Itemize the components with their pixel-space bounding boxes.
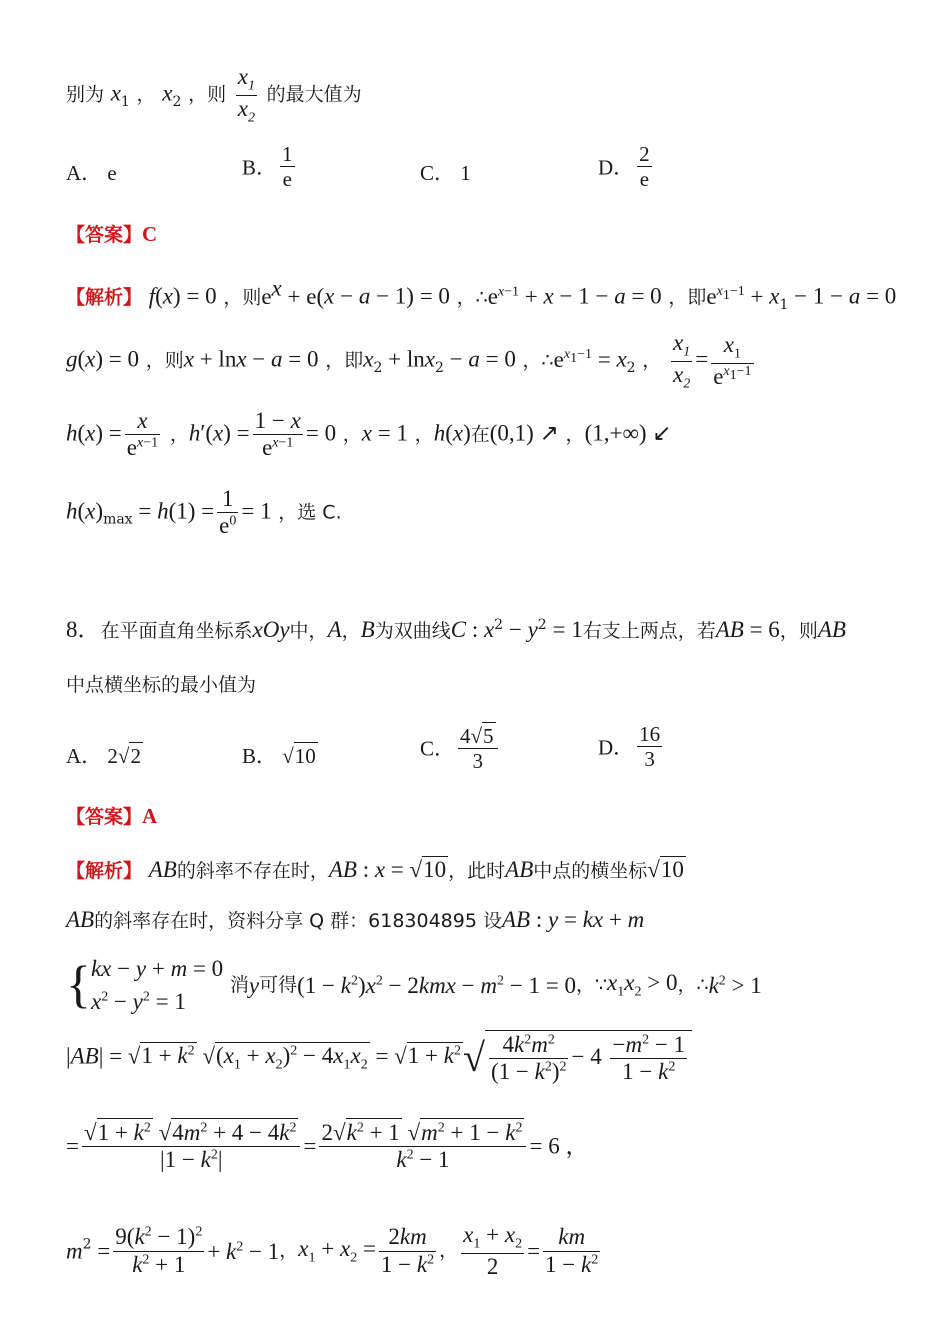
- q8-analysis-m-squared: $m^2$ = $\frac{9(k^2 - 1)^2}{k^2 + 1}$ + $k^2 - 1$，$x_1 + x_2$ = $\frac{2km}{1 - k^2}$ ， $\frac{x_1 + x_2}{2}$ = $\frac{km}{1 - k^2}$: [66, 1222, 599, 1279]
- q7-option-c: C． 1: [420, 161, 471, 185]
- q8-analysis-line1: 【解析】 AB的斜率不存在时，AB : x = √10 ，此时AB中点的横坐标√10: [66, 857, 684, 882]
- q7-stem: 别为 $x_1$ ， $x_2$ ，则 $\frac{x_1}{x_2}$ 的最大值为: [66, 64, 362, 126]
- q8-stem-line1: 8．在平面直角坐标系xOy中，A，B为双曲线C : $x^2 - y^2 = 1$右支上两点，若AB = 6，则AB: [66, 617, 846, 642]
- q7-option-a: A． e: [66, 161, 117, 185]
- q8-analysis-system: { kx − y + m = 0 $x^2 - y^2 = 1$ 消y可得$(1 - k^2)x^2 - 2kmx - m^2 - 1 = 0$，$\because x_1x_2 > 0$，$\therefore k^2 > 1$: [66, 956, 762, 1015]
- q8-stem-line2: 中点横坐标的最小值为: [66, 674, 257, 696]
- q8-option-c: C． $\frac{4√5}{3}$: [420, 722, 501, 773]
- q7-option-b: B． $\frac{1}{e}$: [242, 142, 293, 192]
- q7-answer: 【答案】C: [66, 222, 158, 246]
- q7-option-d: D． $\frac{2}{e}$: [598, 142, 650, 192]
- q7-analysis-line3: h(x) = $\frac{x}{e^{x-1}}$ ，h′(x) = $\frac{1 - x}{e^{x-1}}$ = 0 ，x = 1 ，h(x)在(0,1) ↗ ，(1,+∞) ↙: [66, 408, 672, 461]
- q8-option-a: A． 2√2: [66, 744, 141, 768]
- q8-option-b: B． √10: [242, 744, 316, 768]
- q8-analysis-ab-length: $|AB| = √1 + k^2$ $√(x_1 + x_2)^2 - 4x_1x_2 = √1 + k^2√$ $\frac{4k^2m^2}{(1 - k^2)^2}$ − 4 $\frac{-m^2 - 1}{1 - k^2}$: [66, 1030, 692, 1086]
- q8-analysis-line2: AB的斜率存在时，资料分享 Q 群：618304895 设AB : y = kx + m: [66, 907, 645, 932]
- x1-over-x2: $\frac{x_1}{x_2}$: [237, 64, 255, 126]
- q8-analysis-simplify: = $\frac{√1 + k^2 √4m^2 + 4 - 4k^2}{|1 - k^2|}$ = $\frac{2√k^2 + 1 √m^2 + 1 - k^2}{k^2 - 1}$ = 6 ，: [66, 1120, 589, 1173]
- q7-analysis-line1: 【解析】 f(x) = 0 ，则$e^x + e(x - a - 1) = 0$ ，$\therefore e^{x-1} + x - 1 - a = 0$ ，即$e^{x_1-1} + x_1 - 1 - a = 0$: [66, 275, 897, 313]
- q7-analysis-line4: $h(x)_{max} = h(1)$ = $\frac{1}{e^0}$ = 1 ，选 C.: [66, 486, 342, 539]
- q7-analysis-line2: g(x) = 0 ，则x + lnx − a = 0 ，即$x_2 + \ln x_2 - a = 0$ ，$\therefore e^{x_1-1} = x_2$ ， $\frac{x_1}{x_2}$ = $\frac{x_1}{e^{x_1-1}}$: [66, 330, 752, 392]
- q8-option-d: D． $\frac{16}{3}$: [598, 722, 661, 772]
- q8-answer: 【答案】A: [66, 804, 158, 828]
